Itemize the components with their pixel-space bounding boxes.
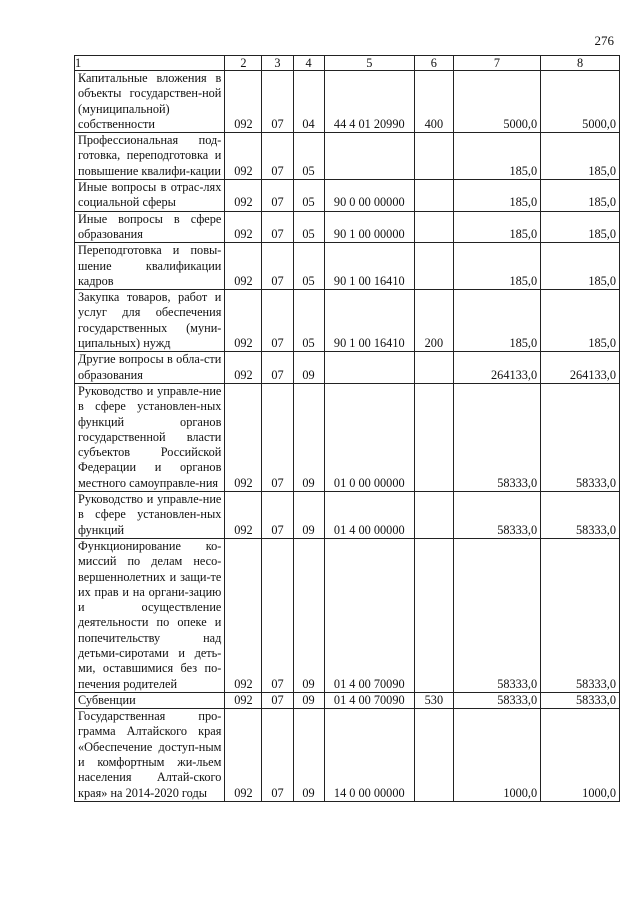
subsection-code-cell: 09 [293, 538, 324, 692]
section-code-cell: 07 [262, 492, 293, 539]
table-row [75, 492, 620, 539]
expense-type-cell: 200 [414, 290, 453, 352]
row-name-cell: Профессиональная под-готовка, переподготовка и повышение квалифи-кации [75, 133, 225, 180]
subsection-code-cell: 05 [293, 290, 324, 352]
target-article-cell: 90 1 00 16410 [324, 243, 414, 290]
expense-type-cell: 530 [414, 692, 453, 708]
amount-cell: 185,0 [453, 243, 540, 290]
target-article-cell [324, 352, 414, 384]
amount-cell: 58333,0 [453, 383, 540, 491]
target-article-cell: 01 4 00 70090 [324, 538, 414, 692]
subsection-code-cell: 09 [293, 383, 324, 491]
section-code-cell: 07 [262, 133, 293, 180]
subsection-code-cell: 05 [293, 180, 324, 212]
ministry-code-cell: 092 [225, 492, 262, 539]
amount-cell: 1000,0 [541, 709, 620, 802]
column-header: 2 [225, 56, 262, 71]
column-header: 5 [324, 56, 414, 71]
expense-type-cell [414, 709, 453, 802]
table-header-row [75, 56, 620, 71]
target-article-cell: 14 0 00 00000 [324, 709, 414, 802]
section-code-cell: 07 [262, 352, 293, 384]
target-article-cell: 01 4 00 70090 [324, 692, 414, 708]
subsection-code-cell: 09 [293, 492, 324, 539]
expense-type-cell: 400 [414, 71, 453, 133]
amount-cell: 58333,0 [541, 538, 620, 692]
amount-cell: 58333,0 [453, 692, 540, 708]
amount-cell: 58333,0 [453, 492, 540, 539]
amount-cell: 264133,0 [541, 352, 620, 384]
section-code-cell: 07 [262, 383, 293, 491]
ministry-code-cell: 092 [225, 383, 262, 491]
expense-type-cell [414, 243, 453, 290]
target-article-cell: 01 0 00 00000 [324, 383, 414, 491]
section-code-cell: 07 [262, 538, 293, 692]
column-header: 7 [453, 56, 540, 71]
amount-cell: 185,0 [541, 290, 620, 352]
section-code-cell: 07 [262, 211, 293, 243]
column-header: 3 [262, 56, 293, 71]
amount-cell: 5000,0 [541, 71, 620, 133]
table-row [75, 383, 620, 491]
row-name-cell: Закупка товаров, работ и услуг для обеспечения государственных (муни-ципальных) нужд [75, 290, 225, 352]
amount-cell: 264133,0 [453, 352, 540, 384]
ministry-code-cell: 092 [225, 243, 262, 290]
table-row [75, 709, 620, 802]
amount-cell: 58333,0 [453, 538, 540, 692]
target-article-cell: 90 1 00 16410 [324, 290, 414, 352]
amount-cell: 185,0 [541, 243, 620, 290]
section-code-cell: 07 [262, 692, 293, 708]
row-name-cell: Субвенции [75, 692, 225, 708]
row-name-cell: Иные вопросы в отрас-лях социальной сферы [75, 180, 225, 212]
amount-cell: 5000,0 [453, 71, 540, 133]
ministry-code-cell: 092 [225, 180, 262, 212]
ministry-code-cell: 092 [225, 352, 262, 384]
expense-type-cell [414, 538, 453, 692]
target-article-cell: 90 1 00 00000 [324, 211, 414, 243]
table-row [75, 692, 620, 708]
table-row [75, 180, 620, 212]
amount-cell: 58333,0 [541, 492, 620, 539]
row-name-cell: Государственная про-грамма Алтайского края «Обеспечение доступ-ным и комфортным жи-льем населения Алтай-ского края» на 2014-2020 годы [75, 709, 225, 802]
row-name-cell: Функционирование ко-миссий по делам несо-вершеннолетних и защи-те их прав и на органи-зацию и осуществление деятельности по опеке и попечительству над детьми-сиротами и деть-ми, оставшимися без по-печения родителей [75, 538, 225, 692]
ministry-code-cell: 092 [225, 211, 262, 243]
budget-table [74, 55, 620, 802]
amount-cell: 1000,0 [453, 709, 540, 802]
ministry-code-cell: 092 [225, 290, 262, 352]
target-article-cell: 01 4 00 00000 [324, 492, 414, 539]
amount-cell: 185,0 [453, 133, 540, 180]
table-row [75, 211, 620, 243]
section-code-cell: 07 [262, 709, 293, 802]
table-row [75, 243, 620, 290]
ministry-code-cell: 092 [225, 692, 262, 708]
subsection-code-cell: 05 [293, 133, 324, 180]
column-header: 1 [75, 56, 225, 71]
section-code-cell: 07 [262, 180, 293, 212]
section-code-cell: 07 [262, 290, 293, 352]
row-name-cell: Руководство и управле-ние в сфере установлен-ных функций органов государственной власти субъектов Российской Федерации и органов местного самоуправле-ния [75, 383, 225, 491]
expense-type-cell [414, 180, 453, 212]
subsection-code-cell: 09 [293, 352, 324, 384]
subsection-code-cell: 05 [293, 211, 324, 243]
row-name-cell: Переподготовка и повы-шение квалификации кадров [75, 243, 225, 290]
row-name-cell: Руководство и управле-ние в сфере установлен-ных функций [75, 492, 225, 539]
ministry-code-cell: 092 [225, 709, 262, 802]
amount-cell: 58333,0 [541, 692, 620, 708]
ministry-code-cell: 092 [225, 538, 262, 692]
amount-cell: 185,0 [453, 290, 540, 352]
subsection-code-cell: 09 [293, 709, 324, 802]
row-name-cell: Иные вопросы в сфере образования [75, 211, 225, 243]
row-name-cell: Другие вопросы в обла-сти образования [75, 352, 225, 384]
target-article-cell: 90 0 00 00000 [324, 180, 414, 212]
amount-cell: 185,0 [453, 180, 540, 212]
expense-type-cell [414, 352, 453, 384]
table-row [75, 133, 620, 180]
page-number: 276 [594, 33, 614, 48]
ministry-code-cell: 092 [225, 71, 262, 133]
column-header: 4 [293, 56, 324, 71]
amount-cell: 185,0 [541, 133, 620, 180]
ministry-code-cell: 092 [225, 133, 262, 180]
section-code-cell: 07 [262, 243, 293, 290]
table-row [75, 71, 620, 133]
table-row [75, 352, 620, 384]
amount-cell: 185,0 [541, 211, 620, 243]
column-header: 8 [541, 56, 620, 71]
amount-cell: 185,0 [453, 211, 540, 243]
amount-cell: 58333,0 [541, 383, 620, 491]
table-row [75, 290, 620, 352]
subsection-code-cell: 04 [293, 71, 324, 133]
target-article-cell [324, 133, 414, 180]
subsection-code-cell: 09 [293, 692, 324, 708]
expense-type-cell [414, 133, 453, 180]
column-header: 6 [414, 56, 453, 71]
target-article-cell: 44 4 01 20990 [324, 71, 414, 133]
expense-type-cell [414, 383, 453, 491]
table-row [75, 538, 620, 692]
amount-cell: 185,0 [541, 180, 620, 212]
expense-type-cell [414, 492, 453, 539]
section-code-cell: 07 [262, 71, 293, 133]
subsection-code-cell: 05 [293, 243, 324, 290]
expense-type-cell [414, 211, 453, 243]
row-name-cell: Капитальные вложения в объекты государствен-ной (муниципальной) собственности [75, 71, 225, 133]
